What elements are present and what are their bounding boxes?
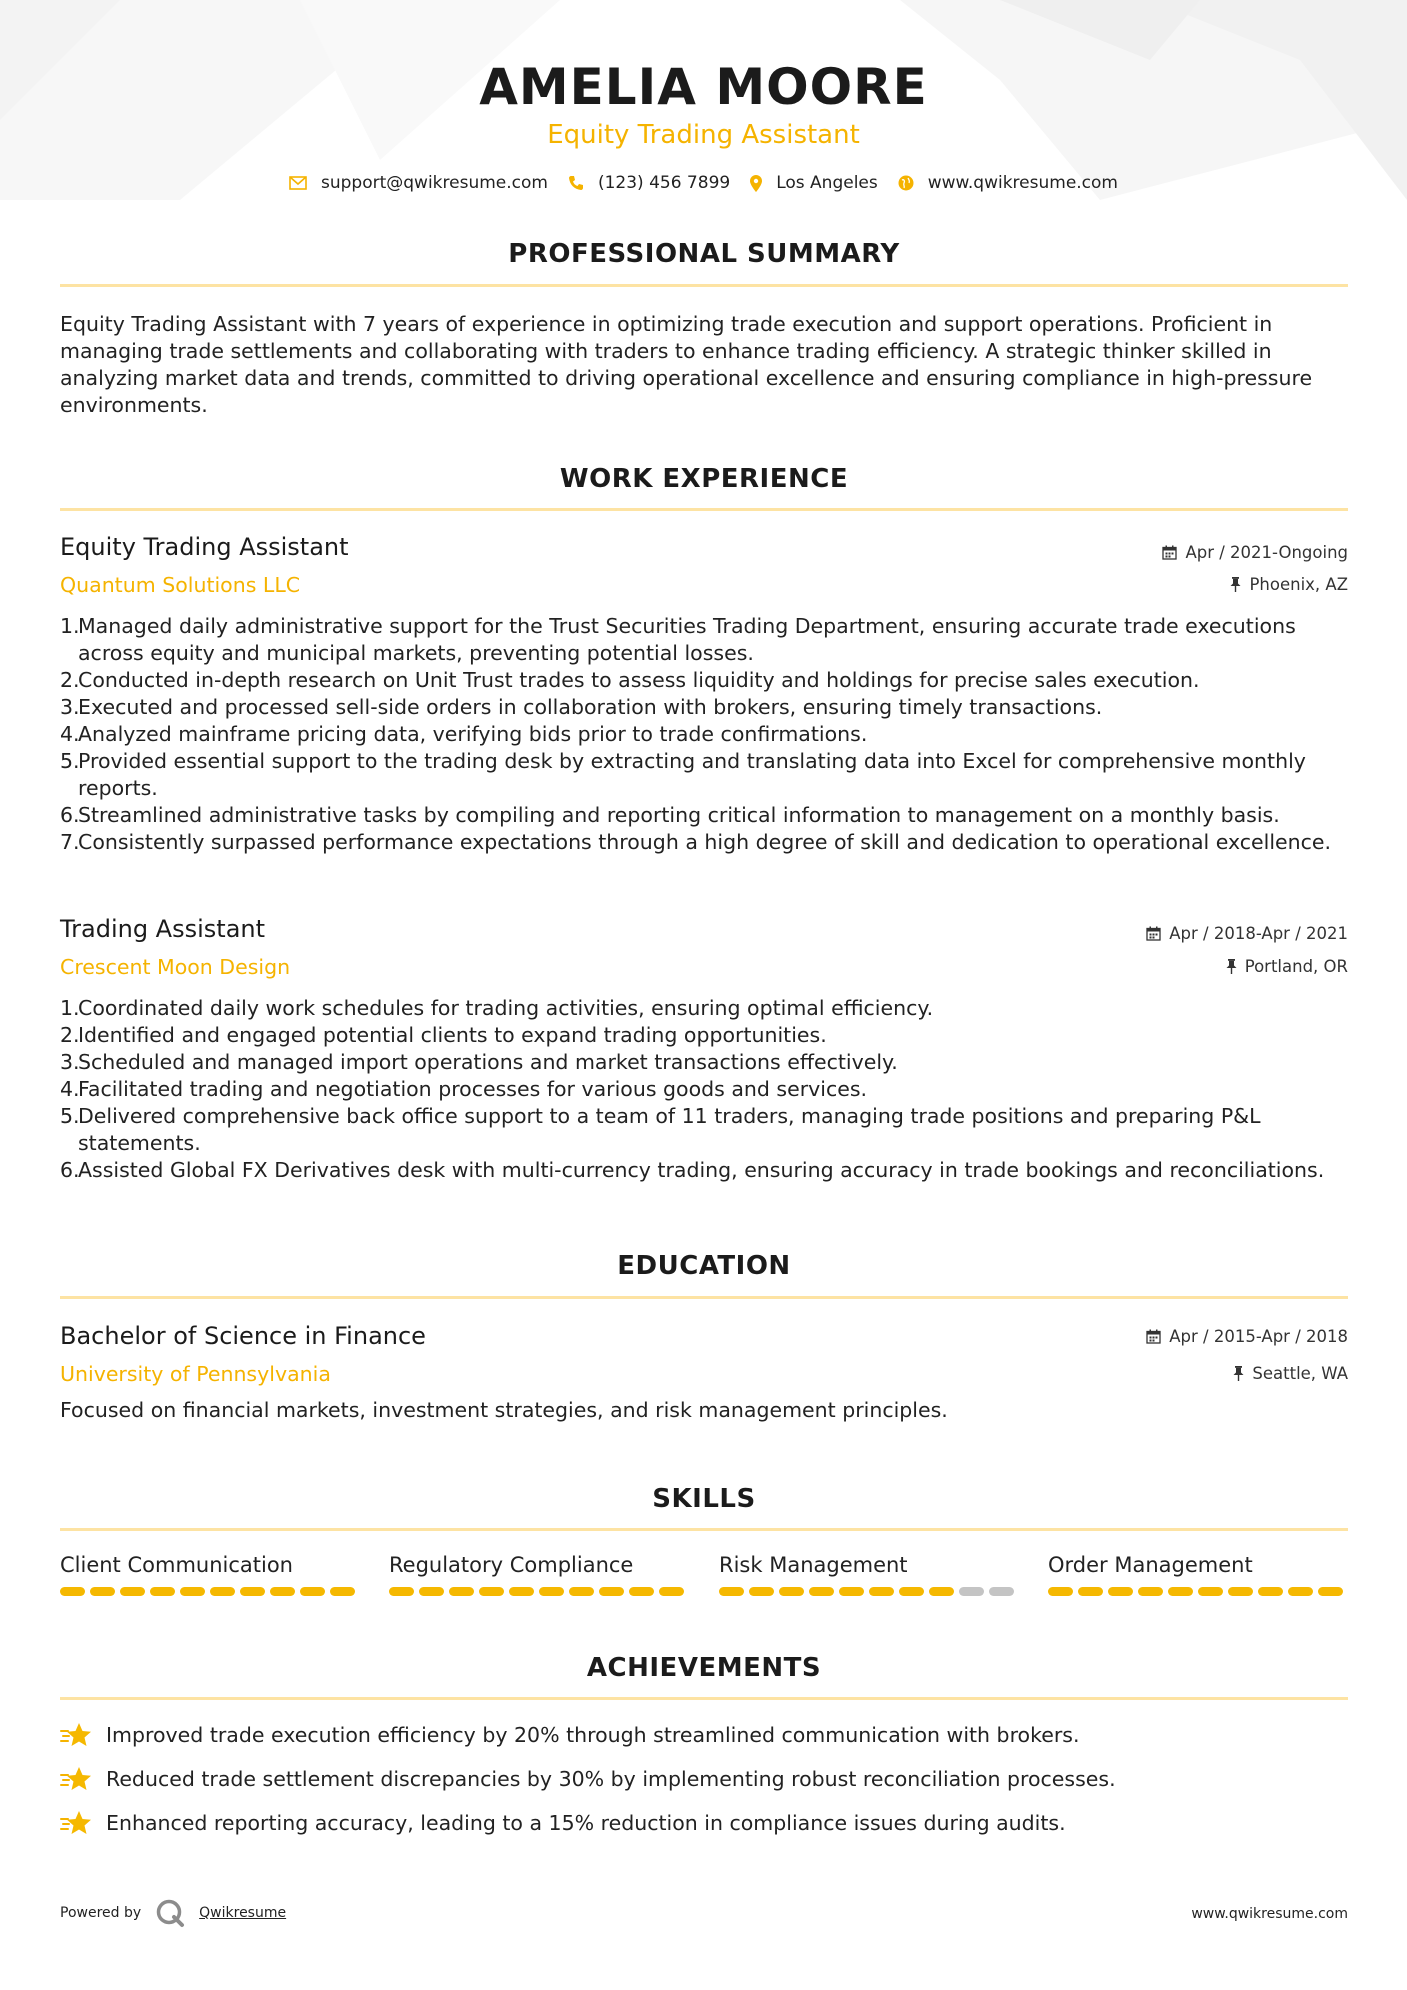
skill-segment-filled bbox=[1048, 1587, 1073, 1596]
list-item: 5. Provided essential support to the trading desk by extracting and translating data into Excel for comprehensive monthly reports. bbox=[60, 749, 1306, 800]
skill-segment-filled bbox=[1138, 1587, 1163, 1596]
pushpin-icon bbox=[1226, 959, 1237, 974]
job-dates bbox=[1162, 543, 1348, 562]
contact-website[interactable] bbox=[898, 173, 1118, 193]
education-description: Focused on financial markets, investment strategies, and risk management principles. bbox=[60, 1398, 948, 1422]
list-item: 5. Delivered comprehensive back office support to a team of 11 traders, managing trade positions and preparing P&L statements. bbox=[60, 1104, 1261, 1155]
skill-segment-filled bbox=[899, 1587, 924, 1596]
skill-segment-filled bbox=[389, 1587, 414, 1596]
job-bullets bbox=[60, 995, 1348, 1184]
skill-segment-filled bbox=[659, 1587, 684, 1596]
star-icon bbox=[60, 1722, 92, 1748]
achievement-item bbox=[60, 1810, 1348, 1836]
map-pin-icon bbox=[750, 175, 762, 192]
job-dates bbox=[1146, 924, 1348, 943]
list-item: 3. Scheduled and managed import operations and market transactions effectively. bbox=[60, 1050, 898, 1074]
skill-segment-filled bbox=[719, 1587, 744, 1596]
achievement-text: Reduced trade settlement discrepancies by 30% by implementing robust reconciliation processes. bbox=[106, 1767, 1116, 1791]
contact-phone[interactable] bbox=[568, 173, 730, 193]
skill-segment-filled bbox=[599, 1587, 624, 1596]
skill-segment-filled bbox=[300, 1587, 325, 1596]
phone-text: (123) 456 7899 bbox=[597, 173, 731, 193]
skill-item bbox=[60, 1553, 360, 1596]
list-item: 6. Assisted Global FX Derivatives desk with multi-currency trading, ensuring accuracy in trade bookings and reconciliations. bbox=[60, 1158, 1325, 1182]
globe-icon bbox=[898, 175, 914, 191]
skill-level-bar bbox=[1048, 1587, 1348, 1596]
experience-heading: WORK EXPERIENCE bbox=[559, 464, 849, 494]
skill-segment-filled bbox=[1258, 1587, 1283, 1596]
candidate-name: AMELIA MOORE bbox=[479, 58, 928, 116]
skill-level-bar bbox=[719, 1587, 1019, 1596]
footer-powered-by bbox=[60, 1898, 286, 1928]
list-item: 7. Consistently surpassed performance expectations through a high degree of skill and dedication to operational excellence. bbox=[60, 830, 1332, 854]
skill-segment-filled bbox=[539, 1587, 564, 1596]
summary-heading: PROFESSIONAL SUMMARY bbox=[508, 239, 900, 269]
list-item: 6. Streamlined administrative tasks by compiling and reporting critical information to management on a monthly basis. bbox=[60, 803, 1280, 827]
skill-segment-filled bbox=[90, 1587, 115, 1596]
skill-label: Order Management bbox=[1048, 1553, 1253, 1577]
website-text: www.qwikresume.com bbox=[927, 173, 1118, 193]
skill-segment-filled bbox=[629, 1587, 654, 1596]
skill-item bbox=[389, 1553, 689, 1596]
job-company: Quantum Solutions LLC bbox=[60, 573, 301, 597]
job-title: Equity Trading Assistant bbox=[60, 533, 349, 561]
education-location bbox=[1233, 1364, 1348, 1383]
list-item: 4. Facilitated trading and negotiation processes for various goods and services. bbox=[60, 1077, 868, 1101]
achievements-heading: ACHIEVEMENTS bbox=[586, 1653, 822, 1683]
education-dates-text: Apr / 2015-Apr / 2018 bbox=[1169, 1327, 1348, 1346]
achievement-text: Enhanced reporting accuracy, leading to a 15% reduction in compliance issues during audits. bbox=[106, 1811, 1066, 1835]
skill-segment-filled bbox=[1108, 1587, 1133, 1596]
qwikresume-logo-icon bbox=[155, 1898, 185, 1928]
brand-link[interactable]: Qwikresume bbox=[199, 1905, 287, 1921]
list-item: 3. Executed and processed sell-side orders in collaboration with brokers, ensuring timely transactions. bbox=[60, 695, 1103, 719]
job-dates-text: Apr / 2018-Apr / 2021 bbox=[1169, 924, 1348, 943]
skill-segment-empty bbox=[959, 1587, 984, 1596]
skill-segment-filled bbox=[809, 1587, 834, 1596]
skill-segment-filled bbox=[210, 1587, 235, 1596]
pushpin-icon bbox=[1230, 577, 1241, 592]
skill-segment-filled bbox=[509, 1587, 534, 1596]
education-location-text: Seattle, WA bbox=[1252, 1364, 1348, 1383]
summary-divider bbox=[60, 284, 1348, 287]
skill-label: Client Communication bbox=[60, 1553, 293, 1577]
school-name: University of Pennsylvania bbox=[60, 1362, 331, 1386]
skill-segment-filled bbox=[569, 1587, 594, 1596]
summary-text: Equity Trading Assistant with 7 years of experience in optimizing trade execution and support operations. Proficient in managing trade settlements and collaborating with traders to enhance trading efficiency. A strategic thinker skilled in analyzing market data and trends, committed to driving operational excellence and ensuring compliance in high-pressure environments. bbox=[60, 312, 1313, 417]
skill-segment-filled bbox=[1168, 1587, 1193, 1596]
skill-segment-filled bbox=[150, 1587, 175, 1596]
job-company: Crescent Moon Design bbox=[60, 955, 291, 979]
location-text: Los Angeles bbox=[776, 173, 878, 193]
contact-email[interactable] bbox=[289, 173, 548, 193]
list-item: 1. Managed daily administrative support for the Trust Securities Trading Department, ensuring accurate trade executions across equity and municipal markets, preventing potential losses. bbox=[60, 614, 1296, 665]
contact-location bbox=[750, 173, 878, 193]
skill-level-bar bbox=[389, 1587, 689, 1596]
skill-segment-filled bbox=[449, 1587, 474, 1596]
pushpin-icon bbox=[1233, 1366, 1244, 1381]
skill-segment-filled bbox=[929, 1587, 954, 1596]
skill-segment-empty bbox=[989, 1587, 1014, 1596]
list-item: 2. Identified and engaged potential clients to expand trading opportunities. bbox=[60, 1023, 827, 1047]
job-location bbox=[1226, 957, 1348, 976]
achievement-item bbox=[60, 1766, 1348, 1792]
candidate-title: Equity Trading Assistant bbox=[547, 120, 860, 150]
education-dates bbox=[1146, 1327, 1348, 1346]
skills-heading: SKILLS bbox=[652, 1484, 756, 1514]
degree-title: Bachelor of Science in Finance bbox=[60, 1322, 426, 1350]
skill-level-bar bbox=[60, 1587, 360, 1596]
skill-segment-filled bbox=[1078, 1587, 1103, 1596]
skill-segment-filled bbox=[419, 1587, 444, 1596]
job-bullets bbox=[60, 613, 1348, 856]
job-location-text: Portland, OR bbox=[1244, 957, 1348, 976]
calendar-icon bbox=[1146, 1329, 1161, 1344]
skills-divider bbox=[60, 1528, 1348, 1531]
calendar-icon bbox=[1162, 545, 1177, 560]
skill-segment-filled bbox=[270, 1587, 295, 1596]
list-item: 1. Coordinated daily work schedules for trading activities, ensuring optimal efficiency. bbox=[60, 996, 934, 1020]
skill-segment-filled bbox=[749, 1587, 774, 1596]
achievements-divider bbox=[60, 1697, 1348, 1700]
envelope-icon bbox=[289, 176, 307, 190]
job-location-text: Phoenix, AZ bbox=[1249, 575, 1348, 594]
job-title: Trading Assistant bbox=[60, 915, 266, 943]
skill-segment-filled bbox=[479, 1587, 504, 1596]
education-heading: EDUCATION bbox=[617, 1251, 791, 1281]
skill-item bbox=[1048, 1553, 1348, 1596]
skill-segment-filled bbox=[1198, 1587, 1223, 1596]
experience-divider bbox=[60, 508, 1348, 511]
job-location bbox=[1230, 575, 1348, 594]
phone-icon bbox=[568, 175, 584, 191]
skill-label: Regulatory Compliance bbox=[389, 1553, 634, 1577]
skill-segment-filled bbox=[330, 1587, 355, 1596]
powered-by-label: Powered by bbox=[60, 1905, 142, 1921]
achievement-text: Improved trade execution efficiency by 20% through streamlined communication with brokers. bbox=[106, 1723, 1080, 1747]
skill-segment-filled bbox=[1228, 1587, 1253, 1596]
skill-segment-filled bbox=[180, 1587, 205, 1596]
skill-item bbox=[719, 1553, 1019, 1596]
skill-segment-filled bbox=[779, 1587, 804, 1596]
skill-segment-filled bbox=[240, 1587, 265, 1596]
skill-label: Risk Management bbox=[719, 1553, 908, 1577]
calendar-icon bbox=[1146, 926, 1161, 941]
star-icon bbox=[60, 1810, 92, 1836]
list-item: 2. Conducted in-depth research on Unit Trust trades to assess liquidity and holdings for precise sales execution. bbox=[60, 668, 1200, 692]
contact-bar bbox=[0, 173, 1407, 193]
skill-segment-filled bbox=[120, 1587, 145, 1596]
star-icon bbox=[60, 1766, 92, 1792]
skill-segment-filled bbox=[60, 1587, 85, 1596]
list-item: 4. Analyzed mainframe pricing data, verifying bids prior to trade confirmations. bbox=[60, 722, 868, 746]
skill-segment-filled bbox=[869, 1587, 894, 1596]
skill-segment-filled bbox=[839, 1587, 864, 1596]
footer-website[interactable]: www.qwikresume.com bbox=[1191, 1906, 1348, 1922]
achievement-item bbox=[60, 1722, 1348, 1748]
email-text: support@qwikresume.com bbox=[321, 173, 548, 193]
job-dates-text: Apr / 2021-Ongoing bbox=[1185, 543, 1348, 562]
skill-segment-filled bbox=[1318, 1587, 1343, 1596]
skill-segment-filled bbox=[1288, 1587, 1313, 1596]
education-divider bbox=[60, 1296, 1348, 1299]
